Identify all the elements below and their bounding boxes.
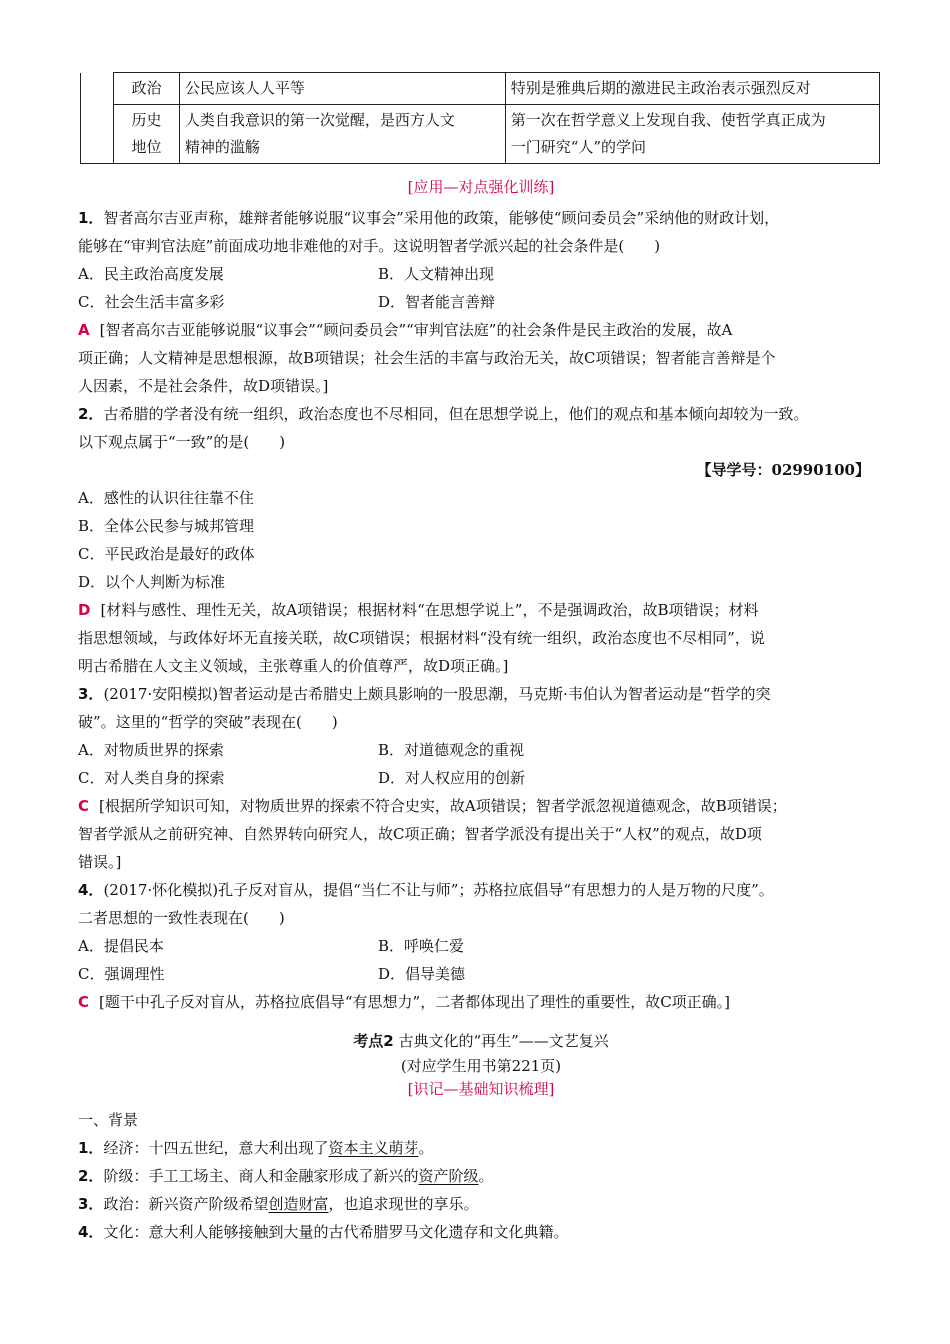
stem-line: 古希腊的学者没有统一组织，政治态度也不尽相同，但在思想学说上，他们的观点和基本倾向却较为一致。 <box>103 405 809 423</box>
cell-line: 第一次在哲学意义上发现自我、使哲学真正成为 <box>510 111 826 129</box>
option-d: D．对人权应用的创新 <box>378 769 526 787</box>
item-number: 3． <box>78 1195 104 1213</box>
row-label-line: 地位 <box>131 138 162 156</box>
option-row <box>78 932 884 960</box>
option-a: A．提倡民本 <box>78 937 164 955</box>
answer-letter: A <box>78 321 90 339</box>
background-section <box>78 1106 884 1246</box>
section-heading-basics: [识记—基础知识梳理] <box>407 1080 555 1098</box>
question-number: 2． <box>78 405 104 423</box>
stem-line: 智者高尔吉亚声称，雄辩者能够说服“议事会”采用他的政策，能够使“顾问委员会”采纳他的财政计划， <box>103 209 780 227</box>
option-row <box>78 764 884 792</box>
explanation-line: 明古希腊在人文主义领域，主张尊重人的价值尊严，故D项正确。] <box>78 657 509 675</box>
option-row <box>78 736 884 764</box>
row-label: 政治 <box>114 73 180 105</box>
question-stem <box>78 680 884 708</box>
cell-line: 一门研究“人”的学问 <box>510 138 647 156</box>
background-heading: 一、背景 <box>78 1111 139 1129</box>
list-item <box>78 1134 884 1162</box>
stem-line: 二者思想的一致性表现在( ) <box>78 909 285 927</box>
option-c: C．对人类自身的探索 <box>78 769 225 787</box>
table-row <box>81 73 880 105</box>
question-4 <box>78 876 884 1016</box>
question-stem <box>78 876 884 904</box>
topic-number: 考点2 <box>353 1032 394 1050</box>
explanation <box>78 792 884 820</box>
cell-line: 精神的滥觞 <box>184 138 260 156</box>
option-row <box>78 288 884 316</box>
explanation <box>78 596 884 624</box>
table-cell <box>179 105 505 164</box>
item-text: 政治：新兴资产阶级希望 <box>103 1195 269 1213</box>
list-item <box>78 1162 884 1190</box>
table-cell: 特别是雅典后期的激进民主政治表示强烈反对 <box>505 73 879 105</box>
item-text: ，也追求现世的享乐。 <box>328 1195 479 1213</box>
option-b: B．人文精神出现 <box>378 265 495 283</box>
option-d: D．以个人判断为标准 <box>78 573 226 591</box>
option-c: C．社会生活丰富多彩 <box>78 293 225 311</box>
question-1 <box>78 204 884 400</box>
question-stem <box>78 204 884 232</box>
table-blank-cell <box>81 73 114 164</box>
list-item <box>78 1190 884 1218</box>
question-number: 3． <box>78 685 104 703</box>
item-text: 经济：十四五世纪，意大利出现了 <box>103 1139 329 1157</box>
explanation <box>78 988 884 1016</box>
item-number: 4． <box>78 1223 104 1241</box>
item-text: 阶级：手工工场主、商人和金融家形成了新兴的 <box>103 1167 419 1185</box>
explanation-line: [题干中孔子反对盲从，苏格拉底倡导“有思想力”，二者都体现出了理性的重要性，故C项正确。] <box>99 993 731 1011</box>
explanation-line: 人因素，不是社会条件，故D项错误。] <box>78 377 329 395</box>
underlined-term: 资本主义萌芽 <box>328 1139 419 1157</box>
explanation-line: 错误。] <box>78 853 122 871</box>
stem-line: (2017·安阳模拟)智者运动是古希腊史上颇具影响的一股思潮，马克斯·韦伯认为智者运动是“哲学的突 <box>103 685 771 703</box>
explanation-line: 指思想领域，与政体好坏无直接关联，故C项错误；根据材料“没有统一组织，政治态度也不尽相同”，说 <box>78 629 765 647</box>
option-row <box>78 260 884 288</box>
table-cell <box>505 105 879 164</box>
option-d: D．倡导美德 <box>378 965 466 983</box>
item-text: 。 <box>478 1167 494 1185</box>
question-stem <box>78 400 884 428</box>
stem-line: 破”。这里的“哲学的突破”表现在( ) <box>78 713 338 731</box>
question-number: 1． <box>78 209 104 227</box>
topic-title-text: 古典文化的“再生”——文艺复兴 <box>398 1032 609 1050</box>
explanation-line: [根据所学知识可知，对物质世界的探索不符合史实，故A项错误；智者学派忽视道德观念，故B项错误； <box>99 797 787 815</box>
item-number: 2． <box>78 1167 104 1185</box>
option-row <box>78 960 884 988</box>
option-b: B．全体公民参与城邦管理 <box>78 517 255 535</box>
option-a: A．对物质世界的探索 <box>78 741 224 759</box>
question-3 <box>78 680 884 876</box>
underlined-term: 创造财富 <box>268 1195 329 1213</box>
table-row <box>81 105 880 164</box>
explanation-line: [材料与感性、理性无关，故A项错误；根据材料“在思想学说上”，不是强调政治，故B项错误；材料 <box>100 601 759 619</box>
row-label <box>114 105 180 164</box>
section-heading-practice: [应用—对点强化训练] <box>407 178 555 196</box>
document-page <box>78 72 884 1246</box>
option-c: C．平民政治是最好的政体 <box>78 545 255 563</box>
item-text: 文化：意大利人能够接触到大量的古代希腊罗马文化遗存和文化典籍。 <box>103 1223 569 1241</box>
item-text: 。 <box>418 1139 434 1157</box>
guide-number: 【导学号：02990100】 <box>696 461 870 479</box>
item-number: 1． <box>78 1139 104 1157</box>
explanation-line: [智者高尔吉亚能够说服“议事会”“顾问委员会”“审判官法庭”的社会条件是民主政治的发展，故A <box>99 321 733 339</box>
row-label-line: 历史 <box>131 111 162 129</box>
question-2 <box>78 400 884 680</box>
book-reference: (对应学生用书第221页) <box>400 1057 562 1075</box>
comparison-table <box>80 72 880 164</box>
explanation <box>78 316 884 344</box>
list-item <box>78 1218 884 1246</box>
answer-letter: D <box>78 601 91 619</box>
option-b: B．对道德观念的重视 <box>378 741 525 759</box>
option-a: A．民主政治高度发展 <box>78 265 224 283</box>
option-b: B．呼唤仁爱 <box>378 937 465 955</box>
cell-line: 人类自我意识的第一次觉醒，是西方人文 <box>184 111 455 129</box>
stem-line: 以下观点属于“一致”的是( ) <box>78 433 286 451</box>
option-d: D．智者能言善辩 <box>378 293 496 311</box>
answer-letter: C <box>78 993 90 1011</box>
explanation-line: 项正确；人文精神是思想根源，故B项错误；社会生活的丰富与政治无关，故C项错误；智者能言善辩是个 <box>78 349 776 367</box>
table-cell: 公民应该人人平等 <box>179 73 505 105</box>
option-c: C．强调理性 <box>78 965 165 983</box>
topic-title <box>78 1028 884 1054</box>
stem-line: 能够在“审判官法庭”前面成功地非难他的对手。这说明智者学派兴起的社会条件是( ) <box>78 237 661 255</box>
answer-letter: C <box>78 797 90 815</box>
underlined-term: 资产阶级 <box>418 1167 479 1185</box>
explanation-line: 智者学派从之前研究神、自然界转向研究人，故C项正确；智者学派没有提出关于“人权”的观点，故D项 <box>78 825 762 843</box>
option-a: A．感性的认识往往靠不住 <box>78 489 254 507</box>
stem-line: (2017·怀化模拟)孔子反对盲从，提倡“当仁不让与师”；苏格拉底倡导“有思想力的人是万物的尺度”。 <box>103 881 774 899</box>
question-number: 4． <box>78 881 104 899</box>
